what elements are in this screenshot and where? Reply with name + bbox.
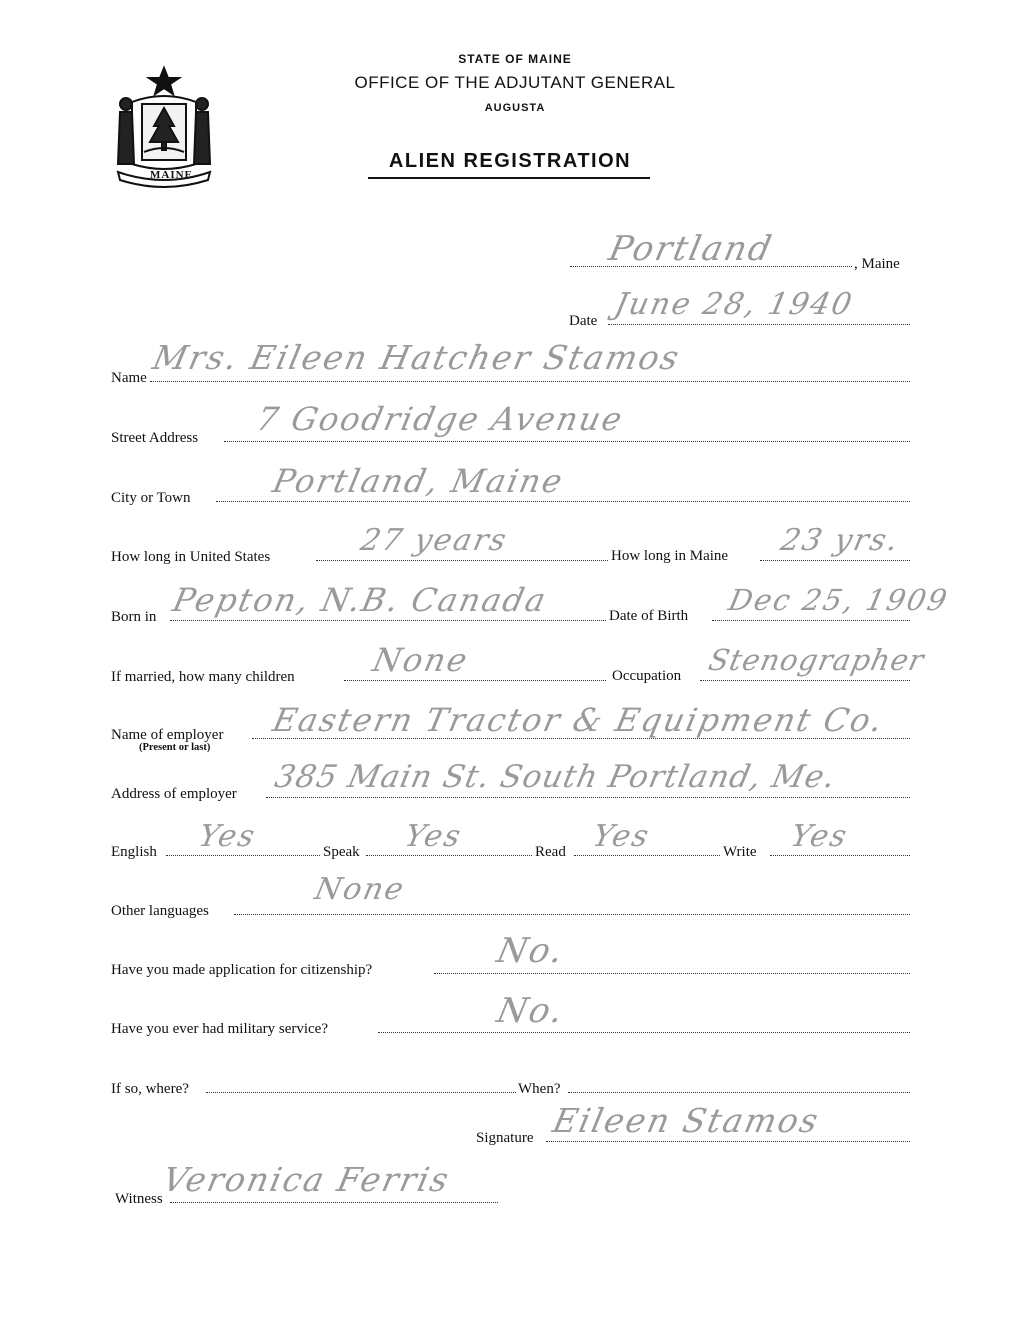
citizenship-value: No. (493, 931, 569, 971)
employer-label: Name of employer (111, 727, 224, 743)
dob-value: Dec 25, 1909 (725, 583, 952, 617)
header-city: AUGUSTA (484, 102, 546, 114)
city-value: Portland (605, 229, 777, 269)
english-label: English (111, 844, 157, 860)
town-value: Portland, Maine (269, 462, 568, 500)
employer-value: Eastern Tractor & Equipment Co. (269, 701, 888, 739)
name-line (150, 381, 910, 382)
children-line (344, 680, 606, 681)
witness-label: Witness (115, 1191, 163, 1207)
citizenship-line (434, 973, 910, 974)
read-label: Read (535, 844, 566, 860)
write-label: Write (723, 844, 757, 860)
born-line (170, 620, 606, 621)
speak-line (366, 855, 532, 856)
witness-line (170, 1202, 498, 1203)
speak-label: Speak (323, 844, 360, 860)
other-languages-value: None (311, 872, 409, 907)
us-duration-line (316, 560, 608, 561)
town-label: City or Town (111, 490, 191, 506)
write-value: Yes (787, 819, 852, 854)
when-label: When? (518, 1081, 561, 1097)
occupation-value: Stenographer (705, 643, 928, 677)
name-label: Name (111, 370, 147, 386)
employer-address-label: Address of employer (111, 786, 237, 802)
employer-sublabel: (Present or last) (139, 742, 211, 753)
employer-address-value: 385 Main St. South Portland, Me. (271, 759, 840, 795)
english-line (166, 855, 320, 856)
born-value: Pepton, N.B. Canada (169, 581, 551, 619)
military-line (378, 1032, 910, 1033)
city-suffix-label: , Maine (854, 256, 900, 272)
citizenship-label: Have you made application for citizenship? (111, 962, 373, 978)
us-duration-label: How long in United States (111, 549, 271, 565)
signature-label: Signature (476, 1130, 534, 1146)
street-label: Street Address (111, 430, 199, 446)
read-value: Yes (589, 819, 654, 854)
when-line (568, 1092, 910, 1093)
street-value: 7 Goodridge Avenue (253, 400, 628, 438)
signature-value: Eileen Stamos (549, 1101, 824, 1140)
dob-label: Date of Birth (609, 608, 689, 624)
military-value: No. (493, 991, 569, 1031)
header-office: OFFICE OF THE ADJUTANT GENERAL (354, 73, 676, 92)
state-of-maine-seal-icon (112, 64, 216, 188)
where-label: If so, where? (111, 1081, 189, 1097)
date-value: June 28, 1940 (611, 287, 857, 322)
speak-value: Yes (401, 819, 466, 854)
read-line (574, 855, 720, 856)
children-label: If married, how many children (111, 669, 295, 685)
other-languages-label: Other languages (111, 903, 209, 919)
english-value: Yes (195, 819, 260, 854)
witness-signature-value: Veronica Ferris (159, 1160, 454, 1199)
children-value: None (369, 641, 473, 679)
dob-line (712, 620, 910, 621)
street-line (224, 441, 910, 442)
occupation-label: Occupation (612, 668, 682, 684)
date-label: Date (569, 313, 598, 329)
write-line (770, 855, 910, 856)
town-line (216, 501, 910, 502)
page-title: ALIEN REGISTRATION (388, 150, 632, 172)
employer-address-line (266, 797, 910, 798)
title-underline (368, 177, 650, 179)
seal-text: MAINE (150, 169, 193, 181)
other-languages-line (234, 914, 910, 915)
signature-line (546, 1141, 910, 1142)
maine-duration-value: 23 yrs. (777, 523, 903, 558)
header-state: STATE OF MAINE (458, 52, 572, 66)
maine-duration-line (760, 560, 910, 561)
name-value: Mrs. Eileen Hatcher Stamos (149, 338, 685, 377)
maine-duration-label: How long in Maine (611, 548, 729, 564)
us-duration-value: 27 years (357, 523, 512, 558)
where-line (206, 1092, 516, 1093)
born-label: Born in (111, 609, 157, 625)
occupation-line (700, 680, 910, 681)
date-line (608, 324, 910, 325)
military-label: Have you ever had military service? (111, 1021, 328, 1037)
